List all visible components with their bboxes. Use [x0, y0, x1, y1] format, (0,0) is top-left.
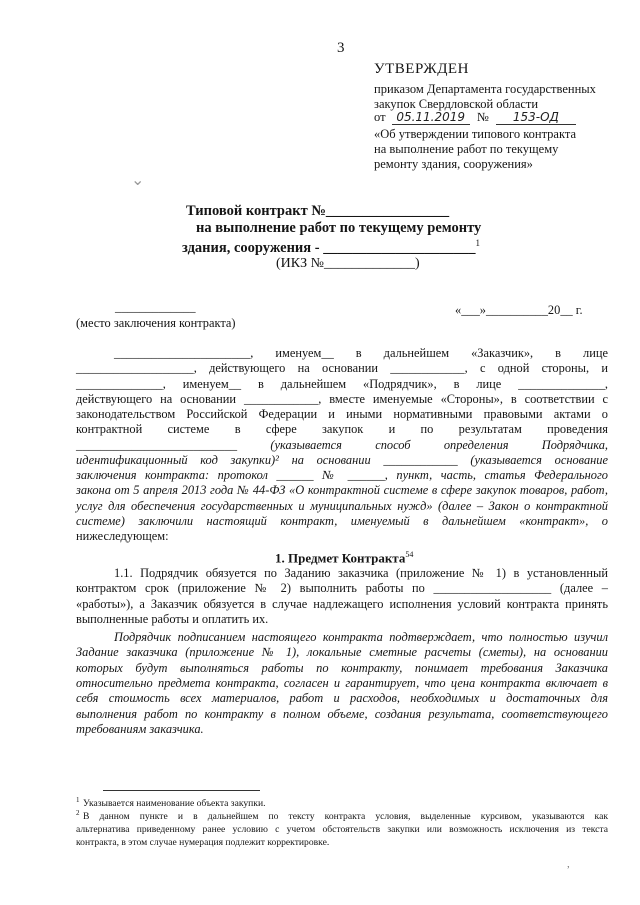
- preamble-line: нижеследующем:: [76, 529, 169, 543]
- section-1-p1-line: 1.1. Подрядчик обязуется по Заданию заказчика (приложение № 1) в установленный: [114, 566, 608, 580]
- section-1-p2-line: Задание заказчика (приложение № 1), локальные сметные расчеты (сметы), на основании: [76, 645, 608, 660]
- preamble-line: законодательством Российской Федерации и иными нормативными правовыми актами о: [76, 407, 608, 421]
- preamble-line: __________________________ (указывается способ определения Подрядчика,: [76, 437, 608, 452]
- section-1-p1-line: «работы»), а Заказчик обязуется в случае надлежащего исполнения условий контракта принять: [76, 596, 608, 611]
- preamble-line: системе) заключили настоящий контракт, именуемый в дальнейшем «контракт», о: [76, 513, 608, 528]
- contract-ikz: (ИКЗ №_____________): [276, 256, 420, 271]
- approval-about-3: ремонту здания, сооружения»: [374, 157, 533, 171]
- section-1-p2-line: Подрядчик подписанием настоящего контракта подтверждает, что полностью изучил: [114, 630, 608, 644]
- footnote-line: В данном пункте и в дальнейшем по тексту контракта условия, выделенные курсивом, указываются как: [83, 811, 608, 822]
- contract-title-line-2: на выполнение работ по текущему ремонту: [196, 220, 482, 236]
- page-number: 3: [337, 40, 345, 56]
- approval-about-2: на выполнение работ по текущему: [374, 142, 559, 156]
- approval-number-handwritten: 153-ОД: [496, 110, 576, 125]
- preamble-line: действующего на основании ____________, вместе именуемые «Стороны», в соответствии с: [76, 391, 608, 406]
- approval-title: УТВЕРЖДЕН: [374, 61, 469, 77]
- section-1-heading: 1. Предмет Контракта$^{54}$: [275, 550, 414, 566]
- section-1-p2-line: относительно предмета контракта, согласен и гарантирует, что цена контракта включает в: [76, 675, 608, 690]
- place-blank: _____________: [115, 300, 196, 314]
- footnote-line: контракта, в этом случае нумерация подлежит корректировке.: [76, 837, 330, 848]
- preamble-line: услуг для обеспечения государственных и муниципальных нужд» (далее – Закон о контрактной: [76, 498, 608, 513]
- approval-line-1: приказом Департамента государственных: [374, 82, 596, 96]
- footnote-line: альтернатива приведенному ранее условию с учетом обстоятельств закупки или возможность исключения из текста: [76, 824, 608, 835]
- footnote-line: Указывается наименование объекта закупки.: [83, 798, 266, 809]
- scan-mark-2: ,: [567, 858, 570, 870]
- approval-about-1: «Об утверждении типового контракта: [374, 127, 577, 141]
- footnote-ref-1: 1: [475, 238, 480, 248]
- preamble-line: контрактной системе в сфере закупок и по результатам проведения: [76, 422, 608, 437]
- scan-mark: ⌄: [131, 172, 145, 189]
- approval-no-label: №: [476, 110, 489, 124]
- preamble-line: закона от 5 апреля 2013 года № 44-ФЗ «О контрактной системе в сфере закупок товаров, работ,: [76, 483, 608, 498]
- preamble-line: ______________, именуем__ в дальнейшем «Подрядчик», в лице ______________,: [76, 376, 608, 391]
- section-1-heading-sup: 54: [405, 550, 414, 559]
- section-1-p2-line: которых будут выполняться работы по контракту, понимает требования Заказчика: [76, 660, 608, 675]
- preamble-line: ______________________, именуем__ в дальнейшем «Заказчик», в лице: [114, 346, 608, 360]
- approval-line-2: закупок Свердловской области: [374, 97, 539, 111]
- section-1-p1-line: выполненные работы и оплатить их.: [76, 611, 269, 626]
- contract-title-line-3: здания, сооружения - _____________________$^1$: [182, 238, 480, 256]
- contract-title-line-1: Типовой контракт №_________________: [186, 203, 450, 219]
- preamble-line: заключения контракта: протокол ______ № ______, пункт, часть, статья Федерального: [76, 468, 608, 482]
- footnote-mark: 1: [76, 796, 80, 804]
- preamble-line: ___________________, действующего на основании ____________, с одной стороны, и: [76, 361, 608, 376]
- approval-date-line: [374, 110, 576, 125]
- footnote-mark: 2: [76, 809, 80, 817]
- preamble-line: идентификационный код закупки)² на основании ____________ (указывается основание: [76, 452, 608, 467]
- section-1-p2-line: требованиям заказчика.: [76, 721, 204, 736]
- approval-from-label: от: [374, 110, 386, 124]
- section-1-p2-line: себя стоимость всех материалов, работ и расходов, необходимых и достаточных для: [76, 691, 608, 706]
- section-1-p2-line: выполнения работ по контракту в полном объеме, создания результата, соответствующего: [76, 706, 608, 721]
- footnote-separator: [103, 790, 260, 791]
- section-1-p1-line: контрактом срок (приложение № 2) выполнить работы по ___________________ (далее –: [76, 581, 608, 596]
- contract-date: «___»__________20__ г.: [455, 303, 583, 317]
- place-label: (место заключения контракта): [76, 316, 236, 330]
- approval-date-handwritten: 05.11.2019: [392, 110, 470, 125]
